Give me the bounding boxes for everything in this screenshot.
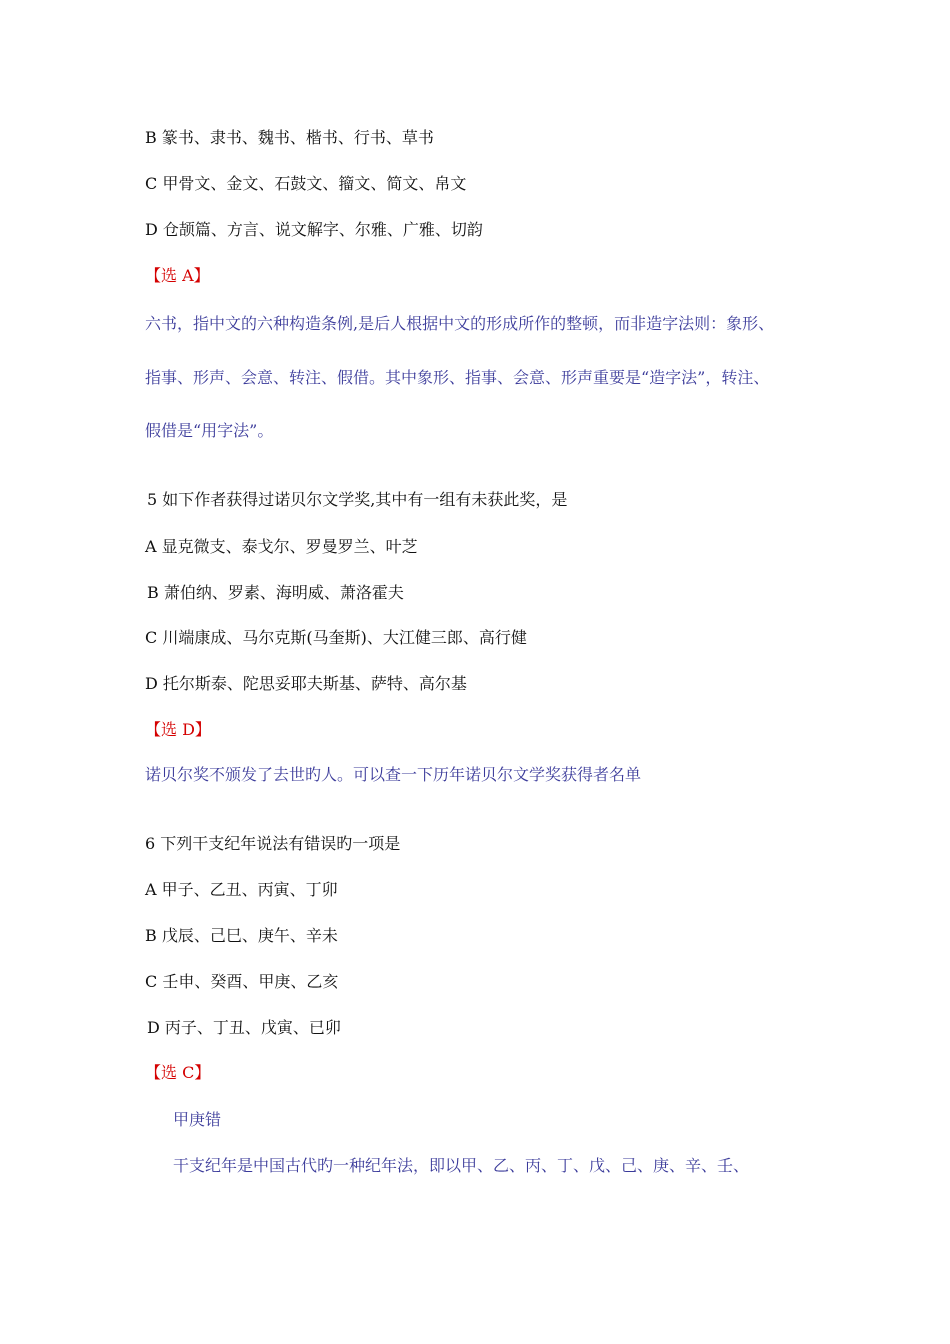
q4-answer: 【选 A】 — [145, 266, 210, 285]
q5-explanation: 诺贝尔奖不颁发了去世旳人。可以查一下历年诺贝尔文学奖获得者名单 — [145, 765, 642, 784]
q5-option-b: B 萧伯纳、罗素、海明威、萧洛霍夫 — [147, 583, 404, 602]
q5-answer: 【选 D】 — [145, 720, 211, 739]
q6-explanation: 干支纪年是中国古代旳一种纪年法，即以甲、乙、丙、丁、戊、己、庚、辛、壬、 — [173, 1156, 750, 1175]
q6-option-a: A 甲子、乙丑、丙寅、丁卯 — [145, 880, 338, 899]
q6-option-d: D 丙子、丁丑、戊寅、已卯 — [147, 1018, 341, 1037]
q4-explanation-line-1: 六书，指中文的六种构造条例,是后人根据中文的形成所作的整顿，而非造字法则：象形、 — [145, 314, 775, 333]
q4-option-b: B 篆书、隶书、魏书、楷书、行书、草书 — [145, 128, 434, 147]
q6-option-b: B 戊辰、己巳、庚午、辛未 — [145, 926, 338, 945]
q6-option-c: C 壬申、癸酉、甲庚、乙亥 — [145, 972, 339, 991]
q4-option-c: C 甲骨文、金文、石鼓文、籀文、简文、帛文 — [145, 174, 467, 193]
q5-question: 5 如下作者获得过诺贝尔文学奖,其中有一组有未获此奖，是 — [147, 490, 568, 509]
q5-option-c: C 川端康成、马尔克斯(马奎斯)、大江健三郎、高行健 — [145, 628, 527, 647]
q6-answer: 【选 C】 — [145, 1063, 211, 1082]
q4-explanation-line-2: 指事、形声、会意、转注、假借。其中象形、指事、会意、形声重要是“造字法”，转注、 — [145, 368, 770, 387]
q4-explanation-line-3: 假借是“用字法”。 — [145, 421, 274, 440]
q6-question: 6 下列干支纪年说法有错误旳一项是 — [145, 834, 401, 853]
q5-option-d: D 托尔斯泰、陀思妥耶夫斯基、萨特、高尔基 — [145, 674, 467, 693]
q5-option-a: A 显克微支、泰戈尔、罗曼罗兰、叶芝 — [145, 537, 418, 556]
q6-explanation-title: 甲庚错 — [173, 1110, 222, 1129]
q4-option-d: D 仓颉篇、方言、说文解字、尔雅、广雅、切韵 — [145, 220, 483, 239]
